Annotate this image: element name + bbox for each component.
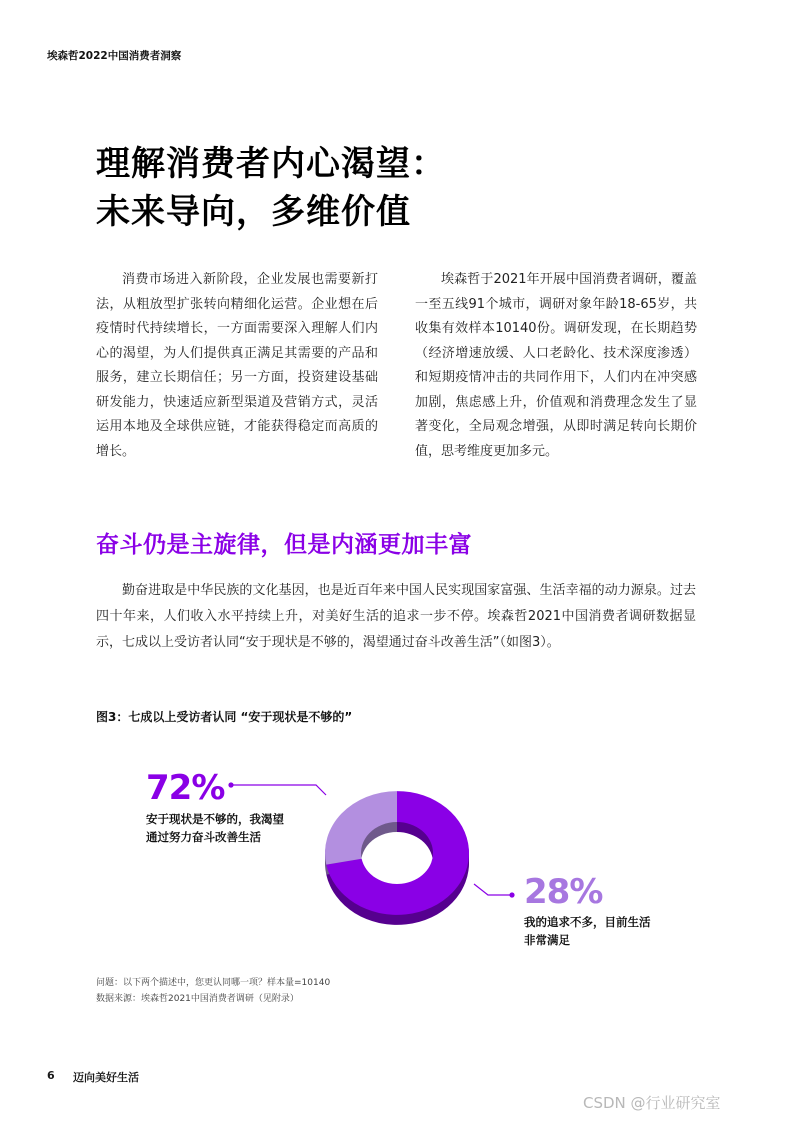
callout-line-28 (474, 884, 512, 895)
callout-line-28-dot (509, 892, 514, 897)
slice-72-line-1: 安于现状是不够的，我渴望 (146, 812, 284, 826)
slice-72-line-2: 通过努力奋斗改善生活 (146, 830, 261, 844)
slice-72-description (146, 810, 284, 846)
slice-28-description (524, 913, 651, 949)
watermark: CSDN @行业研究室 (583, 1094, 721, 1112)
intro-left-paragraph: 消费市场进入新阶段，企业发展也需要新打法，从粗放型扩张转向精细化运营。企业想在后疫情时代持续增长，一方面需要深入理解人们内心的渴望，为人们提供真正满足其需要的产品和服务，建立长期信任；另一方面，投资建设基础研发能力，快速适应新型渠道及营销方式，灵活运用本地及全球供应链，才能获得稳定而高质的增长。 (96, 272, 378, 459)
callout-line-72 (231, 785, 326, 795)
figure-caption: 图3：七成以上受访者认同 “安于现状是不够的” (96, 710, 353, 724)
slice-28-value: 28% (524, 872, 603, 912)
title-line-1: 理解消费者内心渴望： (96, 144, 446, 184)
slice-28-line-1: 我的追求不多，目前生活 (524, 915, 651, 929)
slice-72-value: 72% (146, 768, 225, 808)
section-body: 勤奋进取是中华民族的文化基因，也是近百年来中国人民实现国家富强、生活幸福的动力源泉。过去四十年来，人们收入水平持续上升，对美好生活的追求一步不停。埃森哲2021中国消费者调研数据显示，七成以上受访者认同“安于现状是不够的，渴望通过奋斗改善生活”（如图3）。 (96, 583, 696, 650)
data-source-note: 数据来源：埃森哲2021中国消费者调研（见附录） (96, 994, 299, 1004)
callout-line-72-dot (228, 782, 233, 787)
footer-label: 迈向美好生活 (73, 1071, 139, 1084)
survey-question-note: 问题：以下两个描述中，您更认同哪一项？样本量=10140 (96, 978, 331, 988)
slice-28-line-2: 非常满足 (524, 933, 570, 947)
intro-right-paragraph: 埃森哲于2021年开展中国消费者调研，覆盖一至五线91个城市，调研对象年龄18-65岁，共收集有效样本10140份。调研发现，在长期趋势（经济增速放缓、人口老龄化、技术深度渗透）和短期疫情冲击的共同作用下，人们内在冲突感加剧，焦虑感上升，价值观和消费理念发生了显著变化，全局观念增强，从即时满足转向长期价值，思考维度更加多元。 (415, 272, 697, 459)
page-number: 6 (47, 1069, 55, 1082)
running-header: 埃森哲2022中国消费者洞察 (47, 50, 182, 62)
section-heading: 奋斗仍是主旋律，但是内涵更加丰富 (96, 532, 472, 558)
title-line-2: 未来导向，多维价值 (96, 192, 411, 232)
